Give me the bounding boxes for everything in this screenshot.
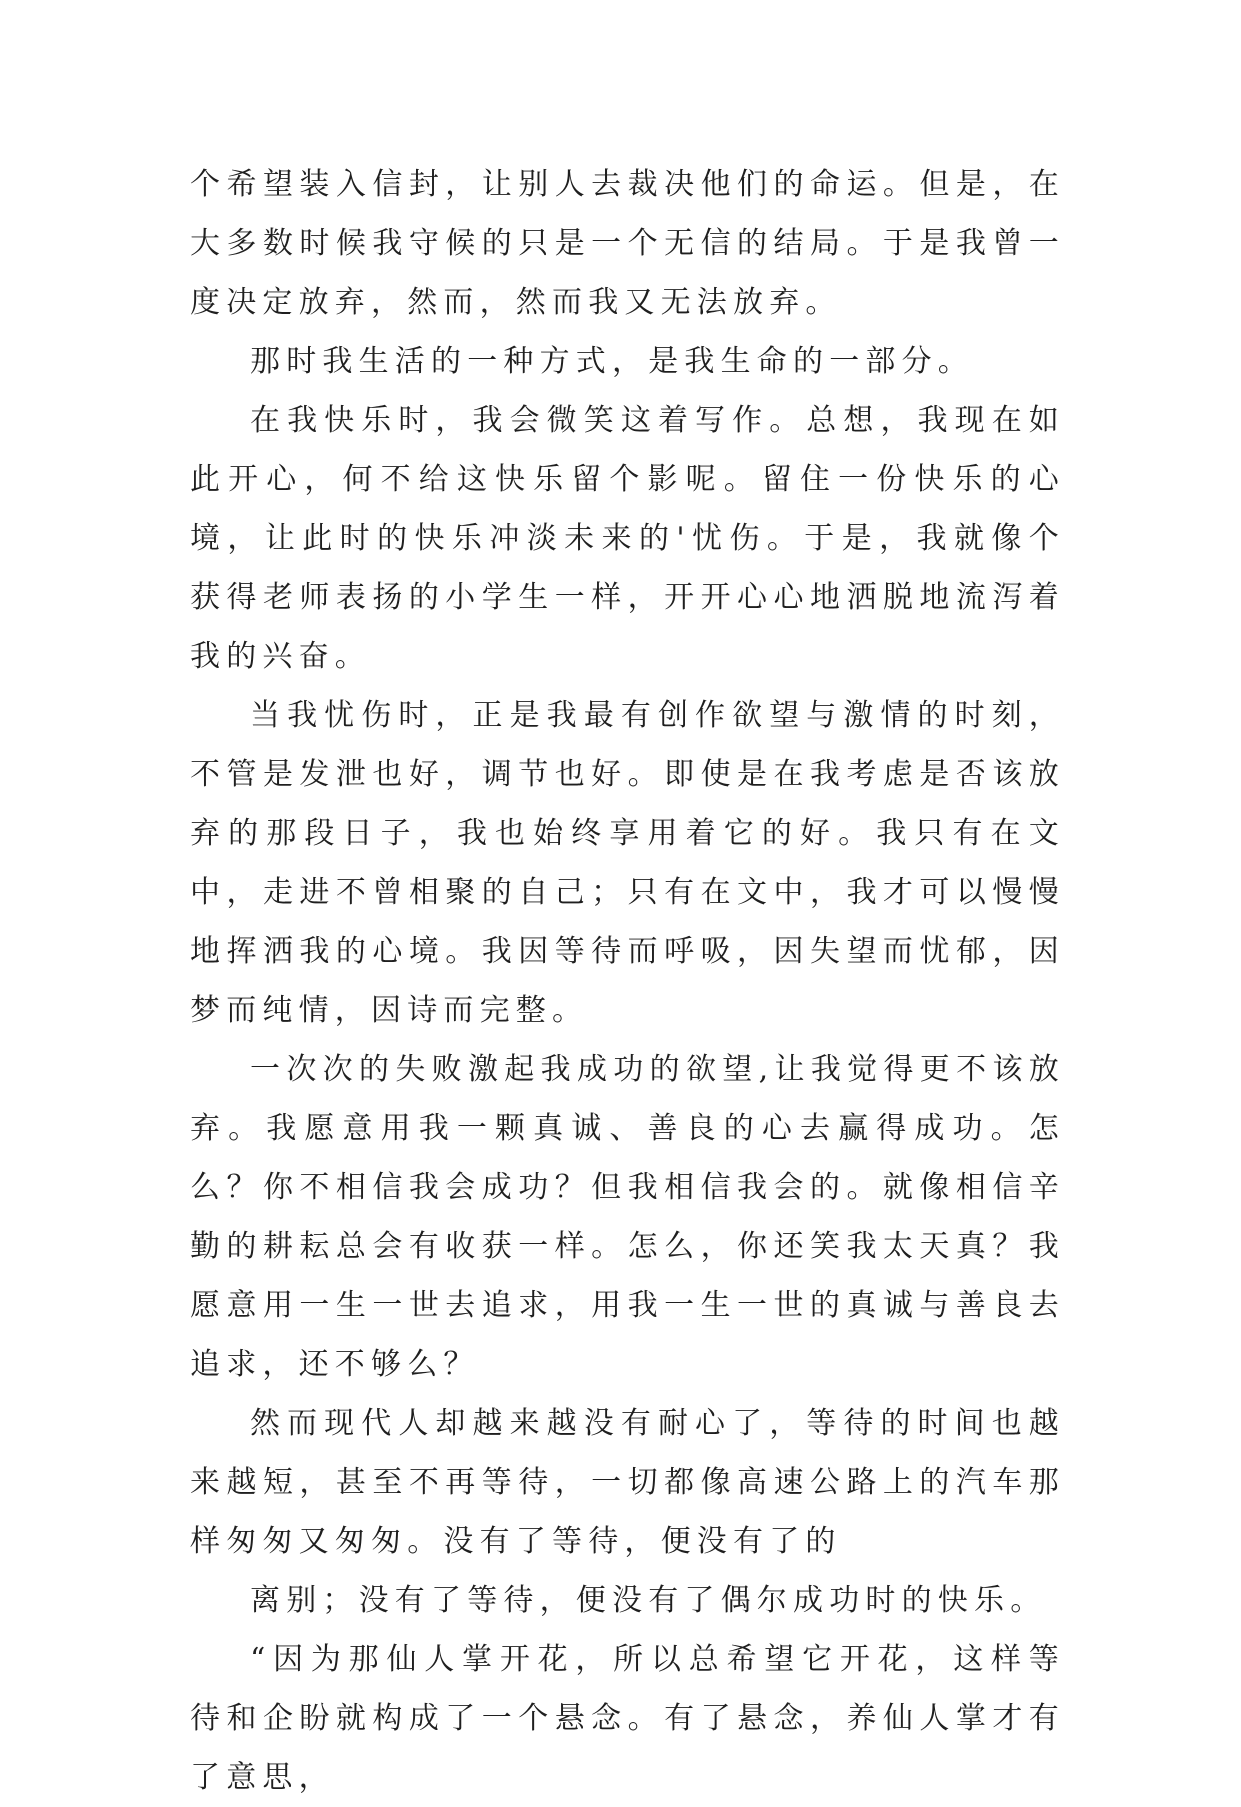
paragraph-5: 一次次的失败激起我成功的欲望,让我觉得更不该放弃。我愿意用我一颗真诚、善良的心去赢得成功。怎么？你不相信我会成功？但我相信我会的。就像相信辛勤的耕耘总会有收获一样。怎么，你还笑我太天真？我愿意用一生一世去追求，用我一生一世的真诚与善良去追求，还不够么？ <box>190 1052 1065 1382</box>
paragraph-3: 在我快乐时，我会微笑这着写作。总想，我现在如此开心，何不给这快乐留个影呢。留住一份快乐的心境，让此时的快乐冲淡未来的'忧伤。于是，我就像个获得老师表扬的小学生一样，开开心心地洒脱地流泻着我的兴奋。 <box>190 403 1065 674</box>
paragraph-2: 那时我生活的一种方式，是我生命的一部分。 <box>250 344 974 379</box>
paragraph-8: “因为那仙人掌开花，所以总希望它开花，这样等待和企盼就构成了一个悬念。有了悬念，养仙人掌才有了意思， <box>190 1642 1065 1795</box>
document-body <box>190 155 1065 1807</box>
paragraph-4: 当我忧伤时，正是我最有创作欲望与激情的时刻，不管是发泄也好，调节也好。即使是在我考虑是否该放弃的那段日子，我也始终享用着它的好。我只有在文中，走进不曾相聚的自己；只有在文中，我才可以慢慢地挥洒我的心境。我因等待而呼吸，因失望而忧郁，因梦而纯情，因诗而完整。 <box>190 698 1065 1028</box>
paragraph-7: 离别；没有了等待，便没有了偶尔成功时的快乐。 <box>250 1583 1047 1618</box>
paragraph-1: 个希望装入信封，让别人去裁决他们的命运。但是，在大多数时候我守候的只是一个无信的结局。于是我曾一度决定放弃，然而，然而我又无法放弃。 <box>190 167 1065 320</box>
paragraph-6: 然而现代人却越来越没有耐心了，等待的时间也越来越短，甚至不再等待，一切都像高速公路上的汽车那样匆匆又匆匆。没有了等待，便没有了的 <box>190 1406 1065 1559</box>
